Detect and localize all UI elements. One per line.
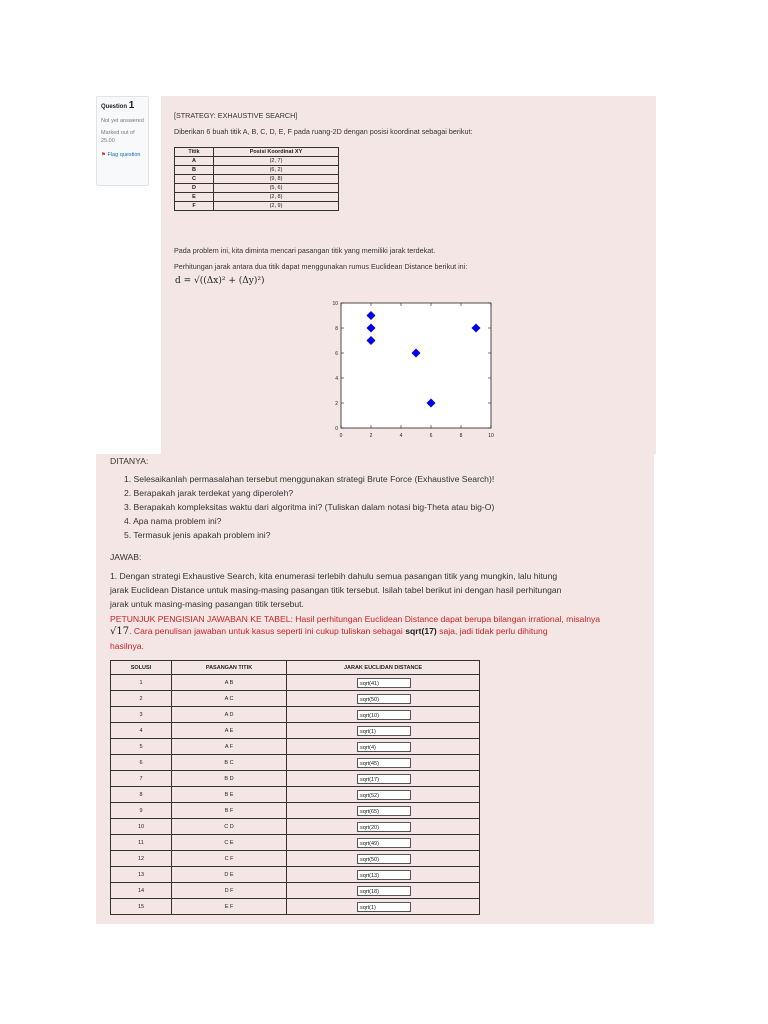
jawab-paragraph-line: 1. Dengan strategi Exhaustive Search, kita enumerasi terlebih dahulu semua pasangan titik yang mungkin, lalu hitung bbox=[110, 571, 558, 581]
jawab-paragraph-line: jarak Euclidean Distance untuk masing-masing pasangan titik tersebut. Isilah tabel berikut ini dengan hasil perhitungan bbox=[110, 585, 562, 595]
solution-distance-cell bbox=[287, 819, 480, 835]
hint-text: . Cara penulisan jawaban untuk kasus seperti ini cukup tuliskan sebagai bbox=[129, 626, 406, 636]
answer-content bbox=[96, 454, 654, 924]
point-label: C bbox=[175, 175, 214, 184]
solution-pair: B E bbox=[172, 787, 287, 803]
jawab-heading: JAWAB: bbox=[110, 552, 142, 562]
distance-answer-input[interactable]: sqrt(4) bbox=[357, 742, 411, 752]
y-tick-label: 0 bbox=[335, 426, 338, 432]
solution-distance-cell bbox=[287, 707, 480, 723]
y-tick-label: 10 bbox=[332, 301, 338, 307]
x-tick-label: 0 bbox=[339, 433, 343, 439]
solution-pair: A D bbox=[172, 707, 287, 723]
table-row bbox=[111, 803, 480, 819]
solution-table bbox=[110, 660, 480, 915]
solution-number: 3 bbox=[111, 707, 172, 723]
ditanya-item: 5. Termasuk jenis apakah problem ini? bbox=[124, 530, 271, 540]
ditanya-item: 1. Selesaikanlah permasalahan tersebut menggunakan strategi Brute Force (Exhaustive Search)! bbox=[124, 474, 495, 484]
table-row bbox=[175, 202, 339, 211]
point-label: F bbox=[175, 202, 214, 211]
y-tick-label: 4 bbox=[335, 376, 338, 382]
x-tick-label: 4 bbox=[399, 433, 403, 439]
solution-distance-cell bbox=[287, 883, 480, 899]
point-coord: (5, 6) bbox=[214, 184, 339, 193]
points-table bbox=[174, 147, 339, 211]
solution-distance-cell bbox=[287, 723, 480, 739]
solution-table-body bbox=[111, 675, 480, 915]
ditanya-heading: DITANYA: bbox=[110, 456, 149, 466]
solution-number: 15 bbox=[111, 899, 172, 915]
solution-pair: B F bbox=[172, 803, 287, 819]
question-content bbox=[161, 96, 656, 454]
point-label: E bbox=[175, 193, 214, 202]
question-info-panel bbox=[96, 96, 149, 186]
solution-pair: E F bbox=[172, 899, 287, 915]
distance-answer-input[interactable]: sqrt(50) bbox=[357, 854, 411, 864]
strategy-title: [STRATEGY: EXHAUSTIVE SEARCH] bbox=[174, 111, 298, 120]
solution-distance-cell bbox=[287, 771, 480, 787]
ditanya-item: 4. Apa nama problem ini? bbox=[124, 516, 222, 526]
point-coord: (9, 8) bbox=[214, 175, 339, 184]
point-coord: (2, 9) bbox=[214, 202, 339, 211]
formula-intro: Perhitungan jarak antara dua titik dapat menggunakan rumus Euclidean Distance berikut ini: bbox=[174, 262, 468, 271]
solution-distance-cell bbox=[287, 851, 480, 867]
flag-question-button[interactable] bbox=[101, 151, 144, 159]
distance-answer-input[interactable]: sqrt(45) bbox=[357, 758, 411, 768]
distance-answer-input[interactable]: sqrt(49) bbox=[357, 838, 411, 848]
table-row bbox=[111, 707, 480, 723]
solution-distance-cell bbox=[287, 867, 480, 883]
solution-distance-cell bbox=[287, 675, 480, 691]
distance-answer-input[interactable]: sqrt(20) bbox=[357, 822, 411, 832]
euclidean-formula: d = √((Δx)² + (Δy)²) bbox=[175, 276, 265, 286]
distance-answer-input[interactable]: sqrt(65) bbox=[357, 806, 411, 816]
point-coord: (6, 2) bbox=[214, 166, 339, 175]
hint-line bbox=[110, 614, 600, 624]
solution-pair: A C bbox=[172, 691, 287, 707]
table-row bbox=[111, 835, 480, 851]
question-number-value: 1 bbox=[128, 100, 135, 111]
sqrt-example: √17 bbox=[110, 626, 130, 637]
question-label: Question bbox=[101, 104, 128, 110]
distance-answer-input[interactable]: sqrt(1) bbox=[357, 726, 411, 736]
solution-number: 10 bbox=[111, 819, 172, 835]
hint-label: PETUNJUK PENGISIAN JAWABAN KE TABEL: bbox=[110, 614, 293, 624]
scatter-chart bbox=[331, 299, 501, 442]
distance-answer-input[interactable]: sqrt(52) bbox=[357, 790, 411, 800]
distance-answer-input[interactable]: sqrt(13) bbox=[357, 870, 411, 880]
ditanya-item: 3. Berapakah kompleksitas waktu dari algoritma ini? (Tuliskan dalam notasi big-Theta atau big-O) bbox=[124, 502, 495, 512]
distance-answer-input[interactable]: sqrt(41) bbox=[357, 678, 411, 688]
solution-number: 11 bbox=[111, 835, 172, 851]
solution-header-no: SOLUSI bbox=[111, 661, 172, 675]
table-row bbox=[111, 819, 480, 835]
solution-distance-cell bbox=[287, 803, 480, 819]
solution-pair: A B bbox=[172, 675, 287, 691]
table-row bbox=[111, 723, 480, 739]
x-tick-label: 6 bbox=[429, 433, 433, 439]
hint-text: saja, jadi tidak perlu dihitung bbox=[436, 626, 548, 636]
question-intro: Diberikan 6 buah titik A, B, C, D, E, F pada ruang-2D dengan posisi koordinat sebagai berikut: bbox=[174, 127, 473, 136]
table-row bbox=[111, 675, 480, 691]
solution-header-pair: PASANGAN TITIK bbox=[172, 661, 287, 675]
flag-icon: ⚑ bbox=[101, 152, 106, 158]
solution-number: 6 bbox=[111, 755, 172, 771]
solution-pair: A E bbox=[172, 723, 287, 739]
solution-distance-cell bbox=[287, 739, 480, 755]
solution-pair: B C bbox=[172, 755, 287, 771]
distance-answer-input[interactable]: sqrt(50) bbox=[357, 694, 411, 704]
y-tick-label: 8 bbox=[335, 326, 338, 332]
point-label: A bbox=[175, 157, 214, 166]
solution-number: 14 bbox=[111, 883, 172, 899]
solution-number: 8 bbox=[111, 787, 172, 803]
hint-line bbox=[110, 626, 548, 637]
point-label: B bbox=[175, 166, 214, 175]
table-row bbox=[175, 166, 339, 175]
solution-pair: A F bbox=[172, 739, 287, 755]
table-row bbox=[111, 739, 480, 755]
solution-pair: D F bbox=[172, 883, 287, 899]
x-tick-label: 10 bbox=[488, 433, 494, 439]
solution-distance-cell bbox=[287, 899, 480, 915]
solution-number: 12 bbox=[111, 851, 172, 867]
problem-text: Pada problem ini, kita diminta mencari pasangan titik yang memiliki jarak terdekat. bbox=[174, 246, 436, 255]
question-status: Not yet answered bbox=[101, 118, 144, 124]
solution-pair: C D bbox=[172, 819, 287, 835]
solution-number: 1 bbox=[111, 675, 172, 691]
jawab-paragraph-line: jarak untuk masing-masing pasangan titik tersebut. bbox=[110, 599, 304, 609]
table-row bbox=[111, 755, 480, 771]
table-row bbox=[175, 193, 339, 202]
table-row bbox=[111, 771, 480, 787]
point-coord: (2, 8) bbox=[214, 193, 339, 202]
table-row bbox=[175, 157, 339, 166]
y-tick-label: 2 bbox=[335, 401, 338, 407]
table-row bbox=[111, 851, 480, 867]
solution-pair: C F bbox=[172, 851, 287, 867]
hint-bold: sqrt(17) bbox=[405, 626, 437, 636]
table-row bbox=[111, 899, 480, 915]
table-row bbox=[175, 175, 339, 184]
solution-header-distance: JARAK EUCLIDAN DISTANCE bbox=[287, 661, 480, 675]
table-row bbox=[111, 787, 480, 803]
ditanya-item: 2. Berapakah jarak terdekat yang diperoleh? bbox=[124, 488, 294, 498]
hint-line: hasilnya. bbox=[110, 641, 144, 651]
plot-area bbox=[341, 303, 491, 428]
distance-answer-input[interactable]: sqrt(1) bbox=[357, 902, 411, 912]
question-marks: Marked out of 25.00 bbox=[101, 130, 135, 144]
table-row bbox=[111, 867, 480, 883]
solution-distance-cell bbox=[287, 835, 480, 851]
solution-number: 7 bbox=[111, 771, 172, 787]
solution-distance-cell bbox=[287, 691, 480, 707]
solution-number: 2 bbox=[111, 691, 172, 707]
table-row bbox=[111, 883, 480, 899]
solution-distance-cell bbox=[287, 787, 480, 803]
table-row bbox=[175, 184, 339, 193]
y-tick-label: 6 bbox=[335, 351, 338, 357]
points-header-posisi: Posisi Koordinat XY bbox=[214, 148, 339, 157]
point-label: D bbox=[175, 184, 214, 193]
x-tick-label: 8 bbox=[459, 433, 463, 439]
table-row bbox=[111, 691, 480, 707]
x-tick-label: 2 bbox=[369, 433, 373, 439]
solution-number: 4 bbox=[111, 723, 172, 739]
distance-answer-input[interactable]: sqrt(18) bbox=[357, 886, 411, 896]
solution-distance-cell bbox=[287, 755, 480, 771]
points-header-titik: Titik bbox=[175, 148, 214, 157]
question-number bbox=[101, 100, 144, 111]
distance-answer-input[interactable]: sqrt(17) bbox=[357, 774, 411, 784]
point-coord: (2, 7) bbox=[214, 157, 339, 166]
solution-pair: C E bbox=[172, 835, 287, 851]
solution-pair: B D bbox=[172, 771, 287, 787]
distance-answer-input[interactable]: sqrt(10) bbox=[357, 710, 411, 720]
flag-question-label: Flag question bbox=[107, 152, 141, 158]
solution-number: 5 bbox=[111, 739, 172, 755]
solution-number: 9 bbox=[111, 803, 172, 819]
solution-number: 13 bbox=[111, 867, 172, 883]
solution-pair: D E bbox=[172, 867, 287, 883]
hint-text: Hasil perhitungan Euclidean Distance dapat berupa bilangan irrational, misalnya bbox=[292, 614, 601, 624]
